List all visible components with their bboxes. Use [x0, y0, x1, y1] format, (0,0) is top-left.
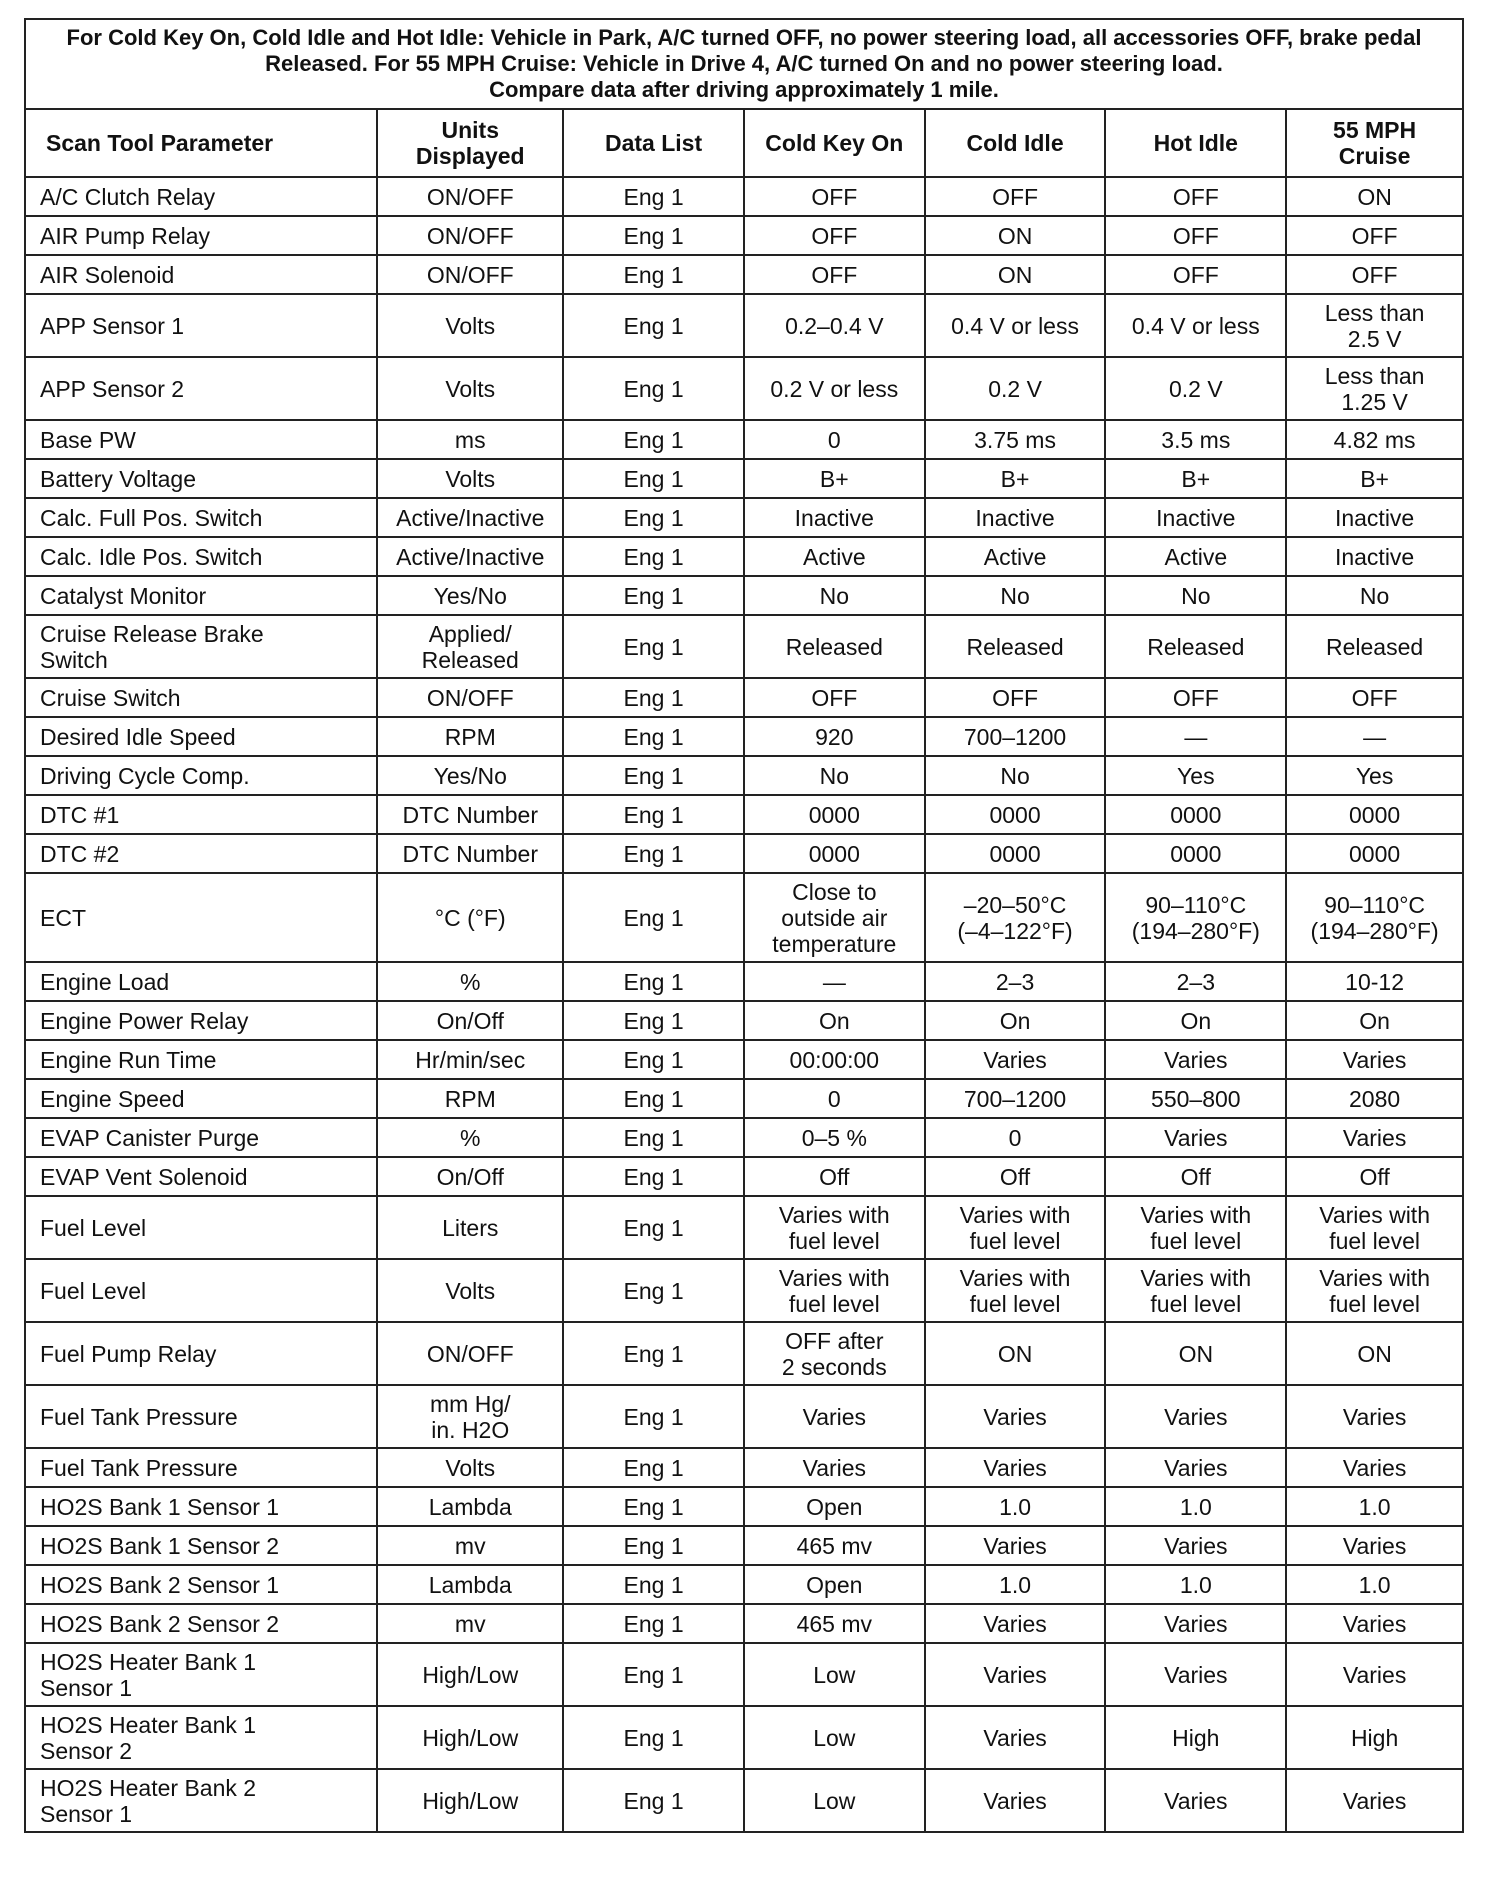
table-row	[25, 1487, 1463, 1526]
cold-key-on-cell: On	[744, 1001, 925, 1040]
cruise-cell: Varies with fuel level	[1286, 1196, 1463, 1259]
column-header-cold-idle: Cold Idle	[925, 109, 1106, 177]
table-row	[25, 255, 1463, 294]
data-list-cell: Eng 1	[563, 420, 744, 459]
units-cell: RPM	[377, 1079, 563, 1118]
cruise-cell: Inactive	[1286, 537, 1463, 576]
table-row	[25, 1259, 1463, 1322]
units-cell: Yes/No	[377, 576, 563, 615]
parameter-cell: Fuel Level	[25, 1196, 377, 1259]
data-list-cell: Eng 1	[563, 1259, 744, 1322]
units-cell: mv	[377, 1604, 563, 1643]
units-cell: °C (°F)	[377, 873, 563, 962]
hot-idle-cell: High	[1105, 1706, 1286, 1769]
units-cell: ON/OFF	[377, 678, 563, 717]
units-cell: Active/Inactive	[377, 498, 563, 537]
parameter-cell: Fuel Level	[25, 1259, 377, 1322]
data-list-cell: Eng 1	[563, 216, 744, 255]
cold-key-on-cell: 0.2–0.4 V	[744, 294, 925, 357]
cold-key-on-cell: Off	[744, 1157, 925, 1196]
parameter-cell: Catalyst Monitor	[25, 576, 377, 615]
cold-key-on-cell: Close to outside air temperature	[744, 873, 925, 962]
cruise-cell: Less than 1.25 V	[1286, 357, 1463, 420]
data-list-cell: Eng 1	[563, 1526, 744, 1565]
data-list-cell: Eng 1	[563, 1385, 744, 1448]
hot-idle-cell: OFF	[1105, 177, 1286, 216]
hot-idle-cell: No	[1105, 576, 1286, 615]
cold-key-on-cell: 465 mv	[744, 1526, 925, 1565]
cold-idle-cell: Varies	[925, 1604, 1106, 1643]
cold-key-on-cell: Varies	[744, 1385, 925, 1448]
units-cell: Lambda	[377, 1487, 563, 1526]
units-cell: Volts	[377, 459, 563, 498]
column-header-cold-key-on: Cold Key On	[744, 109, 925, 177]
parameter-cell: Cruise Release Brake Switch	[25, 615, 377, 678]
hot-idle-cell: ON	[1105, 1322, 1286, 1385]
cruise-cell: High	[1286, 1706, 1463, 1769]
data-list-cell: Eng 1	[563, 498, 744, 537]
hot-idle-cell: Active	[1105, 537, 1286, 576]
header-row	[25, 109, 1463, 177]
hot-idle-cell: B+	[1105, 459, 1286, 498]
units-cell: Volts	[377, 1448, 563, 1487]
data-list-cell: Eng 1	[563, 357, 744, 420]
hot-idle-cell: On	[1105, 1001, 1286, 1040]
cold-idle-cell: 2–3	[925, 962, 1106, 1001]
hot-idle-cell: Varies	[1105, 1526, 1286, 1565]
table-row	[25, 1079, 1463, 1118]
table-row	[25, 216, 1463, 255]
hot-idle-cell: Varies	[1105, 1040, 1286, 1079]
cold-key-on-cell: OFF	[744, 177, 925, 216]
cold-idle-cell: Varies	[925, 1385, 1106, 1448]
cruise-cell: Varies	[1286, 1448, 1463, 1487]
cold-key-on-cell: Released	[744, 615, 925, 678]
table-row	[25, 1040, 1463, 1079]
data-list-cell: Eng 1	[563, 717, 744, 756]
cruise-cell: Inactive	[1286, 498, 1463, 537]
cold-idle-cell: 0000	[925, 834, 1106, 873]
cold-idle-cell: Varies with fuel level	[925, 1196, 1106, 1259]
hot-idle-cell: Varies	[1105, 1769, 1286, 1832]
units-cell: %	[377, 962, 563, 1001]
parameter-cell: EVAP Vent Solenoid	[25, 1157, 377, 1196]
parameter-cell: A/C Clutch Relay	[25, 177, 377, 216]
cold-key-on-cell: 00:00:00	[744, 1040, 925, 1079]
hot-idle-cell: 1.0	[1105, 1565, 1286, 1604]
cold-key-on-cell: Open	[744, 1565, 925, 1604]
cruise-cell: OFF	[1286, 255, 1463, 294]
parameter-cell: HO2S Bank 1 Sensor 2	[25, 1526, 377, 1565]
table-body	[25, 177, 1463, 1832]
units-cell: Applied/ Released	[377, 615, 563, 678]
cruise-cell: 0000	[1286, 834, 1463, 873]
scan-tool-data-table	[24, 18, 1464, 1833]
cold-idle-cell: 0.2 V	[925, 357, 1106, 420]
parameter-cell: Engine Speed	[25, 1079, 377, 1118]
cold-key-on-cell: 0000	[744, 795, 925, 834]
hot-idle-cell: 2–3	[1105, 962, 1286, 1001]
units-cell: High/Low	[377, 1769, 563, 1832]
data-list-cell: Eng 1	[563, 1706, 744, 1769]
data-list-cell: Eng 1	[563, 459, 744, 498]
cold-key-on-cell: OFF after 2 seconds	[744, 1322, 925, 1385]
data-list-cell: Eng 1	[563, 1196, 744, 1259]
cold-idle-cell: Varies	[925, 1643, 1106, 1706]
cold-key-on-cell: Low	[744, 1769, 925, 1832]
units-cell: ON/OFF	[377, 255, 563, 294]
data-list-cell: Eng 1	[563, 1079, 744, 1118]
table-row	[25, 1385, 1463, 1448]
table-row	[25, 576, 1463, 615]
data-list-cell: Eng 1	[563, 1487, 744, 1526]
units-cell: High/Low	[377, 1706, 563, 1769]
parameter-cell: Driving Cycle Comp.	[25, 756, 377, 795]
cold-key-on-cell: OFF	[744, 216, 925, 255]
hot-idle-cell: Varies with fuel level	[1105, 1259, 1286, 1322]
table-row	[25, 678, 1463, 717]
cold-key-on-cell: Low	[744, 1643, 925, 1706]
cold-idle-cell: OFF	[925, 177, 1106, 216]
units-cell: DTC Number	[377, 795, 563, 834]
units-cell: RPM	[377, 717, 563, 756]
cold-key-on-cell: 920	[744, 717, 925, 756]
cruise-cell: On	[1286, 1001, 1463, 1040]
units-cell: ON/OFF	[377, 216, 563, 255]
table-row	[25, 717, 1463, 756]
hot-idle-cell: Varies	[1105, 1385, 1286, 1448]
hot-idle-cell: 0000	[1105, 834, 1286, 873]
cruise-cell: Varies	[1286, 1526, 1463, 1565]
table-row	[25, 1196, 1463, 1259]
parameter-cell: Calc. Idle Pos. Switch	[25, 537, 377, 576]
table-row	[25, 459, 1463, 498]
cold-key-on-cell: 0–5 %	[744, 1118, 925, 1157]
cold-idle-cell: 1.0	[925, 1487, 1106, 1526]
table-caption: For Cold Key On, Cold Idle and Hot Idle: Vehicle in Park, A/C turned OFF, no power steering load, all accessories OFF, brake pedal Released. For 55 MPH Cruise: Vehicle in Drive 4, A/C turned On and no power steering load. Compare data after driving approximately 1 mile.	[25, 19, 1463, 109]
cold-idle-cell: Varies	[925, 1769, 1106, 1832]
data-list-cell: Eng 1	[563, 873, 744, 962]
units-cell: Yes/No	[377, 756, 563, 795]
column-header-units: Units Displayed	[377, 109, 563, 177]
cruise-cell: Yes	[1286, 756, 1463, 795]
cruise-cell: Released	[1286, 615, 1463, 678]
cold-key-on-cell: 0	[744, 420, 925, 459]
hot-idle-cell: 0000	[1105, 795, 1286, 834]
cold-idle-cell: ON	[925, 216, 1106, 255]
units-cell: On/Off	[377, 1157, 563, 1196]
cold-idle-cell: Released	[925, 615, 1106, 678]
hot-idle-cell: —	[1105, 717, 1286, 756]
table-row	[25, 834, 1463, 873]
units-cell: %	[377, 1118, 563, 1157]
data-list-cell: Eng 1	[563, 795, 744, 834]
units-cell: High/Low	[377, 1643, 563, 1706]
cold-key-on-cell: Active	[744, 537, 925, 576]
cruise-cell: 10-12	[1286, 962, 1463, 1001]
cold-idle-cell: Inactive	[925, 498, 1106, 537]
cold-key-on-cell: Varies with fuel level	[744, 1196, 925, 1259]
data-list-cell: Eng 1	[563, 1643, 744, 1706]
parameter-cell: HO2S Bank 1 Sensor 1	[25, 1487, 377, 1526]
table-row	[25, 962, 1463, 1001]
parameter-cell: Engine Run Time	[25, 1040, 377, 1079]
hot-idle-cell: Off	[1105, 1157, 1286, 1196]
cold-idle-cell: Varies	[925, 1448, 1106, 1487]
hot-idle-cell: Varies	[1105, 1604, 1286, 1643]
units-cell: Liters	[377, 1196, 563, 1259]
cold-key-on-cell: 0.2 V or less	[744, 357, 925, 420]
cold-idle-cell: Varies	[925, 1040, 1106, 1079]
data-list-cell: Eng 1	[563, 177, 744, 216]
hot-idle-cell: 0.4 V or less	[1105, 294, 1286, 357]
cold-idle-cell: Varies with fuel level	[925, 1259, 1106, 1322]
table-row	[25, 498, 1463, 537]
cold-idle-cell: On	[925, 1001, 1106, 1040]
cold-key-on-cell: Varies	[744, 1448, 925, 1487]
parameter-cell: AIR Solenoid	[25, 255, 377, 294]
cold-idle-cell: 0.4 V or less	[925, 294, 1106, 357]
table-row	[25, 615, 1463, 678]
cruise-cell: 90–110°C (194–280°F)	[1286, 873, 1463, 962]
parameter-cell: DTC #1	[25, 795, 377, 834]
cold-idle-cell: 0000	[925, 795, 1106, 834]
cruise-cell: 0000	[1286, 795, 1463, 834]
data-list-cell: Eng 1	[563, 678, 744, 717]
cruise-cell: B+	[1286, 459, 1463, 498]
column-header-parameter: Scan Tool Parameter	[25, 109, 377, 177]
cruise-cell: 1.0	[1286, 1565, 1463, 1604]
units-cell: Lambda	[377, 1565, 563, 1604]
cruise-cell: Varies	[1286, 1118, 1463, 1157]
cold-key-on-cell: No	[744, 756, 925, 795]
cruise-cell: Varies	[1286, 1604, 1463, 1643]
table-row	[25, 1769, 1463, 1832]
cold-idle-cell: 700–1200	[925, 1079, 1106, 1118]
parameter-cell: DTC #2	[25, 834, 377, 873]
cruise-cell: 2080	[1286, 1079, 1463, 1118]
hot-idle-cell: 3.5 ms	[1105, 420, 1286, 459]
units-cell: ON/OFF	[377, 1322, 563, 1385]
cruise-cell: Varies	[1286, 1769, 1463, 1832]
cold-key-on-cell: 0	[744, 1079, 925, 1118]
hot-idle-cell: 90–110°C (194–280°F)	[1105, 873, 1286, 962]
units-cell: ON/OFF	[377, 177, 563, 216]
hot-idle-cell: Released	[1105, 615, 1286, 678]
cold-key-on-cell: No	[744, 576, 925, 615]
parameter-cell: Base PW	[25, 420, 377, 459]
cold-idle-cell: No	[925, 756, 1106, 795]
data-list-cell: Eng 1	[563, 294, 744, 357]
hot-idle-cell: Varies	[1105, 1643, 1286, 1706]
cruise-cell: 4.82 ms	[1286, 420, 1463, 459]
parameter-cell: Engine Load	[25, 962, 377, 1001]
units-cell: mm Hg/ in. H2O	[377, 1385, 563, 1448]
table-row	[25, 177, 1463, 216]
parameter-cell: Calc. Full Pos. Switch	[25, 498, 377, 537]
data-list-cell: Eng 1	[563, 576, 744, 615]
cruise-cell: —	[1286, 717, 1463, 756]
parameter-cell: Engine Power Relay	[25, 1001, 377, 1040]
cold-idle-cell: Off	[925, 1157, 1106, 1196]
table-row	[25, 294, 1463, 357]
parameter-cell: HO2S Heater Bank 1 Sensor 1	[25, 1643, 377, 1706]
parameter-cell: APP Sensor 2	[25, 357, 377, 420]
hot-idle-cell: 550–800	[1105, 1079, 1286, 1118]
parameter-cell: Cruise Switch	[25, 678, 377, 717]
table-row	[25, 1118, 1463, 1157]
cold-idle-cell: –20–50°C (–4–122°F)	[925, 873, 1106, 962]
cruise-cell: 1.0	[1286, 1487, 1463, 1526]
hot-idle-cell: OFF	[1105, 678, 1286, 717]
parameter-cell: AIR Pump Relay	[25, 216, 377, 255]
cold-idle-cell: No	[925, 576, 1106, 615]
units-cell: Hr/min/sec	[377, 1040, 563, 1079]
table-row	[25, 1448, 1463, 1487]
data-list-cell: Eng 1	[563, 255, 744, 294]
hot-idle-cell: Varies	[1105, 1118, 1286, 1157]
units-cell: mv	[377, 1526, 563, 1565]
table-row	[25, 1604, 1463, 1643]
hot-idle-cell: OFF	[1105, 255, 1286, 294]
units-cell: Volts	[377, 357, 563, 420]
cold-key-on-cell: Inactive	[744, 498, 925, 537]
data-list-cell: Eng 1	[563, 1157, 744, 1196]
data-list-cell: Eng 1	[563, 615, 744, 678]
table-row	[25, 756, 1463, 795]
cruise-cell: Varies	[1286, 1385, 1463, 1448]
cold-idle-cell: 0	[925, 1118, 1106, 1157]
column-header-hot-idle: Hot Idle	[1105, 109, 1286, 177]
hot-idle-cell: Inactive	[1105, 498, 1286, 537]
hot-idle-cell: Varies	[1105, 1448, 1286, 1487]
cold-idle-cell: 1.0	[925, 1565, 1106, 1604]
table-row	[25, 1322, 1463, 1385]
data-list-cell: Eng 1	[563, 756, 744, 795]
table-row	[25, 537, 1463, 576]
hot-idle-cell: OFF	[1105, 216, 1286, 255]
parameter-cell: ECT	[25, 873, 377, 962]
data-list-cell: Eng 1	[563, 1040, 744, 1079]
table-row	[25, 795, 1463, 834]
cruise-cell: ON	[1286, 177, 1463, 216]
units-cell: Volts	[377, 1259, 563, 1322]
cold-idle-cell: Varies	[925, 1526, 1106, 1565]
parameter-cell: APP Sensor 1	[25, 294, 377, 357]
table-row	[25, 1001, 1463, 1040]
parameter-cell: HO2S Bank 2 Sensor 2	[25, 1604, 377, 1643]
cruise-cell: Varies	[1286, 1040, 1463, 1079]
cruise-cell: Less than 2.5 V	[1286, 294, 1463, 357]
parameter-cell: Fuel Tank Pressure	[25, 1448, 377, 1487]
units-cell: Active/Inactive	[377, 537, 563, 576]
caption-row	[25, 19, 1463, 109]
cruise-cell: No	[1286, 576, 1463, 615]
cold-key-on-cell: —	[744, 962, 925, 1001]
cold-idle-cell: Varies	[925, 1706, 1106, 1769]
parameter-cell: Fuel Tank Pressure	[25, 1385, 377, 1448]
cruise-cell: OFF	[1286, 678, 1463, 717]
table-row	[25, 1526, 1463, 1565]
data-list-cell: Eng 1	[563, 1001, 744, 1040]
table-row	[25, 1565, 1463, 1604]
cold-idle-cell: ON	[925, 255, 1106, 294]
hot-idle-cell: Yes	[1105, 756, 1286, 795]
parameter-cell: HO2S Heater Bank 1 Sensor 2	[25, 1706, 377, 1769]
cold-key-on-cell: Low	[744, 1706, 925, 1769]
cold-idle-cell: ON	[925, 1322, 1106, 1385]
table-row	[25, 420, 1463, 459]
data-list-cell: Eng 1	[563, 1565, 744, 1604]
column-header-data-list: Data List	[563, 109, 744, 177]
cruise-cell: OFF	[1286, 216, 1463, 255]
cruise-cell: Varies with fuel level	[1286, 1259, 1463, 1322]
cold-key-on-cell: Varies with fuel level	[744, 1259, 925, 1322]
cold-key-on-cell: B+	[744, 459, 925, 498]
units-cell: ms	[377, 420, 563, 459]
data-list-cell: Eng 1	[563, 1448, 744, 1487]
parameter-cell: HO2S Heater Bank 2 Sensor 1	[25, 1769, 377, 1832]
hot-idle-cell: 1.0	[1105, 1487, 1286, 1526]
cold-key-on-cell: OFF	[744, 678, 925, 717]
parameter-cell: Battery Voltage	[25, 459, 377, 498]
data-list-cell: Eng 1	[563, 962, 744, 1001]
cold-key-on-cell: 0000	[744, 834, 925, 873]
cold-idle-cell: Active	[925, 537, 1106, 576]
cold-idle-cell: 3.75 ms	[925, 420, 1106, 459]
data-list-cell: Eng 1	[563, 1604, 744, 1643]
data-list-cell: Eng 1	[563, 1769, 744, 1832]
cruise-cell: Varies	[1286, 1643, 1463, 1706]
cold-idle-cell: B+	[925, 459, 1106, 498]
cold-idle-cell: OFF	[925, 678, 1106, 717]
cold-idle-cell: 700–1200	[925, 717, 1106, 756]
hot-idle-cell: 0.2 V	[1105, 357, 1286, 420]
table-row	[25, 1643, 1463, 1706]
cold-key-on-cell: Open	[744, 1487, 925, 1526]
parameter-cell: Desired Idle Speed	[25, 717, 377, 756]
data-list-cell: Eng 1	[563, 1118, 744, 1157]
table-row	[25, 1706, 1463, 1769]
cruise-cell: ON	[1286, 1322, 1463, 1385]
parameter-cell: HO2S Bank 2 Sensor 1	[25, 1565, 377, 1604]
units-cell: DTC Number	[377, 834, 563, 873]
parameter-cell: EVAP Canister Purge	[25, 1118, 377, 1157]
parameter-cell: Fuel Pump Relay	[25, 1322, 377, 1385]
data-list-cell: Eng 1	[563, 1322, 744, 1385]
data-list-cell: Eng 1	[563, 537, 744, 576]
units-cell: Volts	[377, 294, 563, 357]
cold-key-on-cell: OFF	[744, 255, 925, 294]
hot-idle-cell: Varies with fuel level	[1105, 1196, 1286, 1259]
column-header-55-mph-cruise: 55 MPH Cruise	[1286, 109, 1463, 177]
table-row	[25, 873, 1463, 962]
data-list-cell: Eng 1	[563, 834, 744, 873]
units-cell: On/Off	[377, 1001, 563, 1040]
table-row	[25, 357, 1463, 420]
table-row	[25, 1157, 1463, 1196]
cold-key-on-cell: 465 mv	[744, 1604, 925, 1643]
cruise-cell: Off	[1286, 1157, 1463, 1196]
